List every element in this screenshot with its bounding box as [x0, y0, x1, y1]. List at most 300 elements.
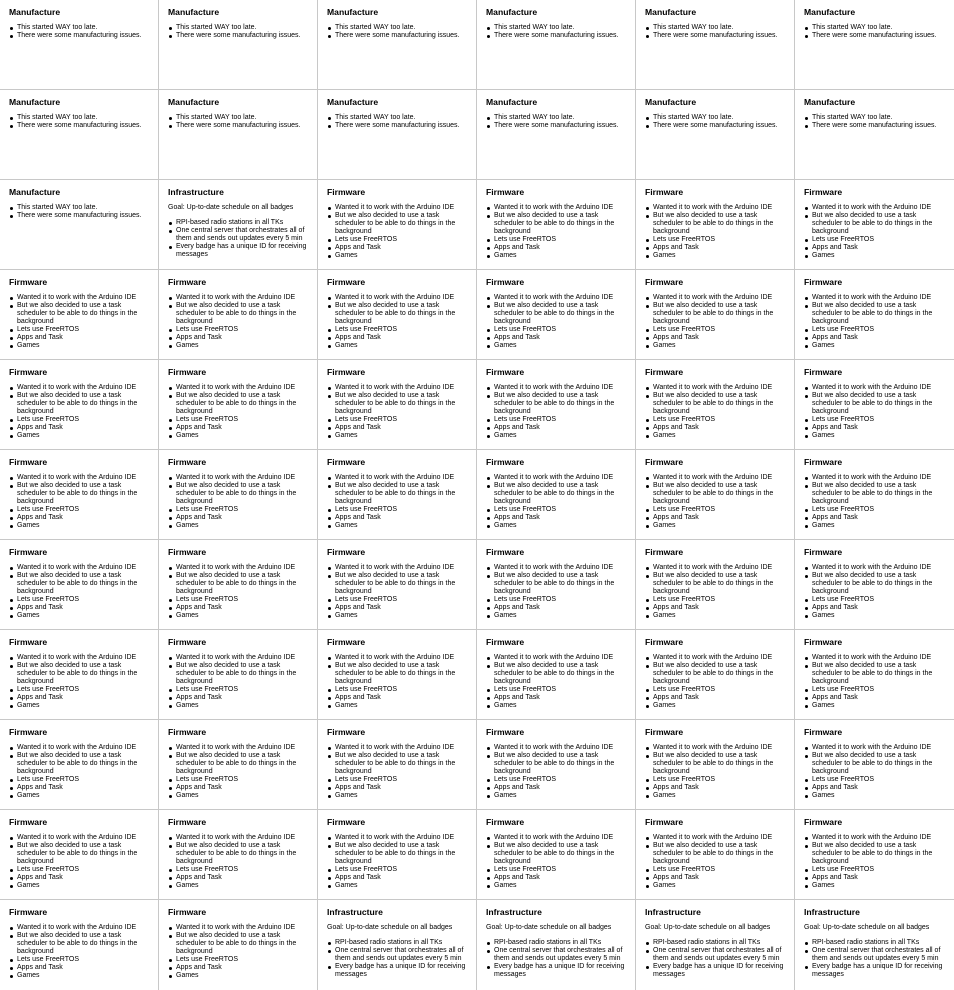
- bullet-item: Wanted it to work with the Arduino IDE: [804, 384, 946, 392]
- bullet-item: Apps and Task: [9, 784, 150, 792]
- bullet-item: Every badge has a unique ID for receiving messages: [168, 243, 309, 259]
- slide-title: Firmware: [486, 637, 525, 647]
- bullet-item: Games: [327, 882, 468, 890]
- slide-thumbnail-firmware[interactable]: [636, 720, 795, 810]
- bullet-list: [168, 219, 309, 259]
- slide-thumbnail-manufacture[interactable]: [0, 90, 159, 180]
- slide-thumbnail-manufacture[interactable]: [159, 0, 318, 90]
- bullet-item: Wanted it to work with the Arduino IDE: [804, 654, 946, 662]
- slide-thumbnail-firmware[interactable]: [477, 720, 636, 810]
- slide-title: Firmware: [168, 457, 207, 467]
- slide-thumbnail-firmware[interactable]: [159, 720, 318, 810]
- slide-thumbnail-firmware[interactable]: [636, 540, 795, 630]
- bullet-item: This started WAY too late.: [9, 114, 150, 122]
- bullet-item: But we also decided to use a task scheduler to be able to do things in the background: [804, 392, 946, 416]
- slide-thumbnail-manufacture[interactable]: [795, 0, 954, 90]
- bullet-list: [168, 384, 309, 440]
- bullet-item: Apps and Task: [327, 334, 468, 342]
- slide-thumbnail-manufacture[interactable]: [0, 180, 159, 270]
- slide-title: Firmware: [9, 727, 48, 737]
- slide-thumbnail-firmware[interactable]: [0, 720, 159, 810]
- slide-thumbnail-infrastructure[interactable]: [636, 900, 795, 990]
- bullet-item: But we also decided to use a task scheduler to be able to do things in the background: [486, 752, 627, 776]
- bullet-item: Wanted it to work with the Arduino IDE: [327, 474, 468, 482]
- slide-thumbnail-firmware[interactable]: [159, 900, 318, 990]
- slide-thumbnail-firmware[interactable]: [159, 450, 318, 540]
- bullet-item: But we also decided to use a task scheduler to be able to do things in the background: [168, 392, 309, 416]
- bullet-item: There were some manufacturing issues.: [645, 32, 786, 40]
- bullet-item: Apps and Task: [804, 514, 946, 522]
- bullet-item: There were some manufacturing issues.: [645, 122, 786, 130]
- bullet-item: Lets use FreeRTOS: [327, 416, 468, 424]
- slide-thumbnail-firmware[interactable]: [0, 360, 159, 450]
- slide-thumbnail-firmware[interactable]: [477, 270, 636, 360]
- bullet-item: Apps and Task: [327, 604, 468, 612]
- slide-title: Firmware: [486, 367, 525, 377]
- slide-thumbnail-firmware[interactable]: [477, 360, 636, 450]
- bullet-item: Wanted it to work with the Arduino IDE: [486, 384, 627, 392]
- bullet-item: But we also decided to use a task scheduler to be able to do things in the background: [486, 392, 627, 416]
- bullet-item: Wanted it to work with the Arduino IDE: [645, 834, 786, 842]
- bullet-list: [327, 294, 468, 350]
- bullet-item: Games: [486, 702, 627, 710]
- bullet-item: Games: [645, 882, 786, 890]
- bullet-item: Lets use FreeRTOS: [804, 686, 946, 694]
- bullet-item: Apps and Task: [327, 694, 468, 702]
- bullet-item: Games: [486, 882, 627, 890]
- bullet-list: [327, 834, 468, 890]
- bullet-item: Wanted it to work with the Arduino IDE: [9, 474, 150, 482]
- bullet-item: Lets use FreeRTOS: [168, 326, 309, 334]
- bullet-item: But we also decided to use a task scheduler to be able to do things in the background: [804, 752, 946, 776]
- bullet-item: Lets use FreeRTOS: [9, 866, 150, 874]
- slide-title: Manufacture: [327, 7, 379, 17]
- slide-title: Manufacture: [645, 7, 697, 17]
- bullet-item: Games: [327, 522, 468, 530]
- bullet-item: RPI-based radio stations in all TKs: [486, 939, 627, 947]
- bullet-item: Lets use FreeRTOS: [645, 776, 786, 784]
- slide-thumbnail-firmware[interactable]: [0, 270, 159, 360]
- bullet-item: Wanted it to work with the Arduino IDE: [327, 564, 468, 572]
- bullet-item: Lets use FreeRTOS: [486, 506, 627, 514]
- bullet-item: Games: [804, 792, 946, 800]
- bullet-item: Wanted it to work with the Arduino IDE: [9, 924, 150, 932]
- slide-thumbnail-infrastructure[interactable]: [795, 900, 954, 990]
- bullet-list: [9, 564, 150, 620]
- bullet-item: Lets use FreeRTOS: [327, 866, 468, 874]
- slide-thumbnail-manufacture[interactable]: [0, 0, 159, 90]
- bullet-list: [804, 834, 946, 890]
- bullet-item: Lets use FreeRTOS: [486, 866, 627, 874]
- bullet-item: Apps and Task: [327, 514, 468, 522]
- slide-title: Firmware: [327, 367, 366, 377]
- slide-thumbnail-manufacture[interactable]: [318, 0, 477, 90]
- bullet-item: Every badge has a unique ID for receiving messages: [486, 963, 627, 979]
- slide-thumbnail-manufacture[interactable]: [477, 90, 636, 180]
- bullet-item: But we also decided to use a task scheduler to be able to do things in the background: [804, 662, 946, 686]
- slide-thumbnail-firmware[interactable]: [636, 450, 795, 540]
- bullet-item: But we also decided to use a task scheduler to be able to do things in the background: [327, 212, 468, 236]
- bullet-item: Games: [168, 702, 309, 710]
- bullet-list: [486, 114, 627, 130]
- slide-title: Firmware: [486, 187, 525, 197]
- slide-title: Firmware: [486, 817, 525, 827]
- bullet-list: [327, 564, 468, 620]
- slide-thumbnail-manufacture[interactable]: [159, 90, 318, 180]
- bullet-item: Lets use FreeRTOS: [486, 776, 627, 784]
- slide-title: Firmware: [804, 817, 843, 827]
- bullet-item: Games: [486, 792, 627, 800]
- bullet-item: Games: [327, 432, 468, 440]
- slide-thumbnail-firmware[interactable]: [318, 360, 477, 450]
- slide-title: Firmware: [804, 187, 843, 197]
- bullet-item: But we also decided to use a task scheduler to be able to do things in the background: [645, 752, 786, 776]
- bullet-item: Games: [645, 522, 786, 530]
- bullet-item: One central server that orchestrates all of them and sends out updates every 5 min: [486, 947, 627, 963]
- bullet-list: [804, 384, 946, 440]
- bullet-list: [327, 474, 468, 530]
- bullet-item: Wanted it to work with the Arduino IDE: [645, 384, 786, 392]
- bullet-item: Apps and Task: [804, 424, 946, 432]
- slide-thumbnail-manufacture[interactable]: [636, 90, 795, 180]
- bullet-list: [645, 939, 786, 979]
- slide-title: Firmware: [804, 547, 843, 557]
- bullet-item: But we also decided to use a task scheduler to be able to do things in the background: [9, 752, 150, 776]
- bullet-item: Apps and Task: [9, 424, 150, 432]
- slide-title: Infrastructure: [804, 907, 860, 917]
- bullet-list: [327, 654, 468, 710]
- bullet-item: Games: [645, 432, 786, 440]
- slide-thumbnail-firmware[interactable]: [159, 270, 318, 360]
- bullet-item: But we also decided to use a task scheduler to be able to do things in the background: [804, 302, 946, 326]
- bullet-item: But we also decided to use a task scheduler to be able to do things in the background: [168, 302, 309, 326]
- bullet-item: Lets use FreeRTOS: [486, 686, 627, 694]
- bullet-item: Apps and Task: [645, 424, 786, 432]
- slide-title: Firmware: [486, 727, 525, 737]
- bullet-item: Games: [486, 252, 627, 260]
- bullet-item: But we also decided to use a task scheduler to be able to do things in the background: [9, 482, 150, 506]
- bullet-item: There were some manufacturing issues.: [168, 122, 309, 130]
- slide-title: Firmware: [804, 277, 843, 287]
- slide-thumbnail-firmware[interactable]: [795, 540, 954, 630]
- bullet-item: But we also decided to use a task scheduler to be able to do things in the background: [804, 842, 946, 866]
- bullet-list: [9, 294, 150, 350]
- bullet-list: [645, 384, 786, 440]
- bullet-item: Games: [9, 612, 150, 620]
- bullet-item: Games: [645, 342, 786, 350]
- bullet-item: Wanted it to work with the Arduino IDE: [486, 294, 627, 302]
- slide-thumbnail-firmware[interactable]: [159, 810, 318, 900]
- bullet-item: Lets use FreeRTOS: [9, 326, 150, 334]
- slide-title: Firmware: [9, 277, 48, 287]
- slide-title: Manufacture: [9, 97, 61, 107]
- bullet-item: But we also decided to use a task scheduler to be able to do things in the background: [9, 662, 150, 686]
- slide-thumbnail-firmware[interactable]: [477, 810, 636, 900]
- bullet-item: Wanted it to work with the Arduino IDE: [804, 204, 946, 212]
- bullet-item: There were some manufacturing issues.: [486, 32, 627, 40]
- slide-title: Firmware: [645, 547, 684, 557]
- slide-thumbnail-firmware[interactable]: [795, 360, 954, 450]
- slide-thumbnail-firmware[interactable]: [0, 450, 159, 540]
- slide-thumbnail-firmware[interactable]: [477, 540, 636, 630]
- bullet-item: Games: [9, 792, 150, 800]
- slide-thumbnail-firmware[interactable]: [795, 810, 954, 900]
- bullet-item: Lets use FreeRTOS: [645, 416, 786, 424]
- slide-thumbnail-manufacture[interactable]: [318, 90, 477, 180]
- slide-title: Manufacture: [168, 7, 220, 17]
- bullet-item: Apps and Task: [486, 424, 627, 432]
- slide-thumbnail-firmware[interactable]: [318, 810, 477, 900]
- bullet-item: Apps and Task: [9, 874, 150, 882]
- slide-title: Firmware: [327, 547, 366, 557]
- slide-thumbnail-firmware[interactable]: [0, 540, 159, 630]
- bullet-item: Wanted it to work with the Arduino IDE: [486, 654, 627, 662]
- slide-thumbnail-firmware[interactable]: [636, 360, 795, 450]
- slide-title: Firmware: [327, 727, 366, 737]
- bullet-item: Games: [327, 792, 468, 800]
- slide-thumbnail-firmware[interactable]: [318, 180, 477, 270]
- bullet-item: Wanted it to work with the Arduino IDE: [486, 204, 627, 212]
- bullet-item: Wanted it to work with the Arduino IDE: [645, 474, 786, 482]
- bullet-item: Wanted it to work with the Arduino IDE: [486, 564, 627, 572]
- bullet-item: Apps and Task: [9, 694, 150, 702]
- slide-title: Firmware: [645, 817, 684, 827]
- bullet-item: Games: [168, 882, 309, 890]
- slide-title: Firmware: [327, 637, 366, 647]
- slide-title: Manufacture: [645, 97, 697, 107]
- bullet-item: This started WAY too late.: [486, 24, 627, 32]
- bullet-item: Every badge has a unique ID for receiving messages: [327, 963, 468, 979]
- bullet-item: Wanted it to work with the Arduino IDE: [168, 564, 309, 572]
- bullet-item: One central server that orchestrates all of them and sends out updates every 5 min: [327, 947, 468, 963]
- slide-title: Firmware: [804, 367, 843, 377]
- bullet-item: Apps and Task: [645, 784, 786, 792]
- slide-title: Firmware: [9, 367, 48, 377]
- bullet-item: Every badge has a unique ID for receiving messages: [804, 963, 946, 979]
- bullet-item: But we also decided to use a task scheduler to be able to do things in the background: [645, 572, 786, 596]
- slide-title: Firmware: [327, 277, 366, 287]
- bullet-item: Apps and Task: [327, 784, 468, 792]
- bullet-list: [804, 294, 946, 350]
- bullet-item: Wanted it to work with the Arduino IDE: [168, 294, 309, 302]
- bullet-item: Apps and Task: [486, 874, 627, 882]
- slide-title: Manufacture: [327, 97, 379, 107]
- bullet-item: Games: [9, 432, 150, 440]
- bullet-item: Lets use FreeRTOS: [168, 866, 309, 874]
- slide-title: Firmware: [645, 277, 684, 287]
- bullet-item: Wanted it to work with the Arduino IDE: [645, 654, 786, 662]
- bullet-item: Games: [327, 342, 468, 350]
- slide-thumbnail-firmware[interactable]: [636, 630, 795, 720]
- slide-title: Firmware: [9, 817, 48, 827]
- bullet-item: Wanted it to work with the Arduino IDE: [645, 204, 786, 212]
- bullet-item: Wanted it to work with the Arduino IDE: [168, 744, 309, 752]
- slide-thumbnail-firmware[interactable]: [318, 540, 477, 630]
- bullet-item: But we also decided to use a task scheduler to be able to do things in the background: [9, 392, 150, 416]
- bullet-item: Apps and Task: [486, 244, 627, 252]
- bullet-item: Apps and Task: [486, 694, 627, 702]
- bullet-item: This started WAY too late.: [9, 24, 150, 32]
- bullet-item: But we also decided to use a task scheduler to be able to do things in the background: [9, 572, 150, 596]
- bullet-item: But we also decided to use a task scheduler to be able to do things in the background: [327, 392, 468, 416]
- bullet-item: Apps and Task: [804, 244, 946, 252]
- bullet-item: One central server that orchestrates all of them and sends out updates every 5 min: [168, 227, 309, 243]
- slide-title: Firmware: [645, 637, 684, 647]
- bullet-item: Wanted it to work with the Arduino IDE: [327, 204, 468, 212]
- bullet-item: Games: [486, 342, 627, 350]
- slide-thumbnail-firmware[interactable]: [795, 450, 954, 540]
- bullet-item: Apps and Task: [168, 424, 309, 432]
- slide-thumbnail-infrastructure[interactable]: [477, 900, 636, 990]
- bullet-item: Wanted it to work with the Arduino IDE: [327, 744, 468, 752]
- bullet-item: Every badge has a unique ID for receiving messages: [645, 963, 786, 979]
- slide-title: Firmware: [168, 367, 207, 377]
- slide-thumbnail-firmware[interactable]: [477, 180, 636, 270]
- bullet-item: Wanted it to work with the Arduino IDE: [486, 744, 627, 752]
- slide-subtitle: Goal: Up-to-date schedule on all badges: [486, 924, 612, 931]
- bullet-list: [645, 564, 786, 620]
- slide-title: Firmware: [168, 817, 207, 827]
- slide-thumbnail-firmware[interactable]: [159, 360, 318, 450]
- bullet-item: Games: [327, 612, 468, 620]
- slide-thumbnail-infrastructure[interactable]: [318, 900, 477, 990]
- bullet-item: But we also decided to use a task scheduler to be able to do things in the background: [9, 302, 150, 326]
- slide-thumbnail-firmware[interactable]: [795, 720, 954, 810]
- bullet-item: Lets use FreeRTOS: [168, 956, 309, 964]
- slide-thumbnail-manufacture[interactable]: [636, 0, 795, 90]
- bullet-item: Lets use FreeRTOS: [486, 596, 627, 604]
- slide-title: Firmware: [9, 457, 48, 467]
- bullet-list: [486, 939, 627, 979]
- slide-thumbnail-firmware[interactable]: [318, 450, 477, 540]
- slide-thumbnail-firmware[interactable]: [636, 180, 795, 270]
- slide-thumbnail-firmware[interactable]: [795, 270, 954, 360]
- bullet-item: Lets use FreeRTOS: [327, 686, 468, 694]
- bullet-item: But we also decided to use a task scheduler to be able to do things in the background: [327, 572, 468, 596]
- bullet-list: [486, 744, 627, 800]
- bullet-list: [327, 204, 468, 260]
- bullet-list: [168, 654, 309, 710]
- slide-thumbnail-firmware[interactable]: [477, 450, 636, 540]
- bullet-list: [168, 294, 309, 350]
- bullet-item: Games: [9, 342, 150, 350]
- bullet-item: But we also decided to use a task scheduler to be able to do things in the background: [168, 572, 309, 596]
- bullet-item: Games: [645, 702, 786, 710]
- bullet-list: [9, 384, 150, 440]
- slide-thumbnail-infrastructure[interactable]: [159, 180, 318, 270]
- slide-thumbnail-firmware[interactable]: [636, 270, 795, 360]
- slide-thumbnail-firmware[interactable]: [795, 630, 954, 720]
- bullet-item: But we also decided to use a task scheduler to be able to do things in the background: [486, 482, 627, 506]
- bullet-item: There were some manufacturing issues.: [168, 32, 309, 40]
- slide-title: Firmware: [168, 637, 207, 647]
- bullet-item: One central server that orchestrates all of them and sends out updates every 5 min: [645, 947, 786, 963]
- slide-title: Firmware: [645, 727, 684, 737]
- bullet-item: But we also decided to use a task scheduler to be able to do things in the background: [645, 302, 786, 326]
- bullet-item: Wanted it to work with the Arduino IDE: [486, 474, 627, 482]
- bullet-item: Apps and Task: [486, 514, 627, 522]
- bullet-item: This started WAY too late.: [168, 114, 309, 122]
- bullet-item: Lets use FreeRTOS: [168, 776, 309, 784]
- bullet-list: [804, 744, 946, 800]
- slide-thumbnail-firmware[interactable]: [318, 270, 477, 360]
- bullet-item: Apps and Task: [9, 604, 150, 612]
- bullet-list: [645, 474, 786, 530]
- slide-thumbnail-firmware[interactable]: [477, 630, 636, 720]
- bullet-list: [804, 204, 946, 260]
- slide-subtitle: Goal: Up-to-date schedule on all badges: [168, 204, 294, 211]
- slide-thumbnail-firmware[interactable]: [318, 720, 477, 810]
- bullet-item: Apps and Task: [9, 514, 150, 522]
- slide-title: Firmware: [645, 367, 684, 377]
- bullet-item: Wanted it to work with the Arduino IDE: [168, 924, 309, 932]
- bullet-item: Lets use FreeRTOS: [327, 506, 468, 514]
- slide-title: Firmware: [168, 907, 207, 917]
- bullet-item: Apps and Task: [168, 694, 309, 702]
- bullet-item: Games: [804, 252, 946, 260]
- slide-thumbnail-firmware[interactable]: [159, 540, 318, 630]
- slide-title: Infrastructure: [645, 907, 701, 917]
- bullet-item: Games: [168, 342, 309, 350]
- bullet-item: Lets use FreeRTOS: [9, 776, 150, 784]
- slide-thumbnail-firmware[interactable]: [636, 810, 795, 900]
- bullet-item: Apps and Task: [327, 424, 468, 432]
- bullet-list: [486, 474, 627, 530]
- bullet-item: Wanted it to work with the Arduino IDE: [804, 564, 946, 572]
- bullet-item: Apps and Task: [486, 334, 627, 342]
- bullet-list: [804, 474, 946, 530]
- bullet-item: Wanted it to work with the Arduino IDE: [168, 834, 309, 842]
- bullet-item: But we also decided to use a task scheduler to be able to do things in the background: [168, 482, 309, 506]
- bullet-item: Wanted it to work with the Arduino IDE: [645, 564, 786, 572]
- bullet-item: Wanted it to work with the Arduino IDE: [9, 654, 150, 662]
- bullet-item: This started WAY too late.: [804, 114, 946, 122]
- bullet-list: [486, 384, 627, 440]
- bullet-list: [645, 114, 786, 130]
- bullet-item: Lets use FreeRTOS: [804, 416, 946, 424]
- bullet-item: There were some manufacturing issues.: [9, 32, 150, 40]
- bullet-item: This started WAY too late.: [645, 24, 786, 32]
- slide-thumbnail-firmware[interactable]: [159, 630, 318, 720]
- bullet-item: But we also decided to use a task scheduler to be able to do things in the background: [645, 662, 786, 686]
- slide-thumbnail-firmware[interactable]: [318, 630, 477, 720]
- bullet-list: [645, 294, 786, 350]
- bullet-item: But we also decided to use a task scheduler to be able to do things in the background: [168, 662, 309, 686]
- bullet-item: Games: [327, 252, 468, 260]
- bullet-list: [804, 114, 946, 130]
- slide-thumbnail-firmware[interactable]: [0, 900, 159, 990]
- bullet-item: Lets use FreeRTOS: [804, 326, 946, 334]
- bullet-item: Lets use FreeRTOS: [9, 416, 150, 424]
- slide-thumbnail-manufacture[interactable]: [477, 0, 636, 90]
- slide-title: Firmware: [804, 457, 843, 467]
- slide-title: Manufacture: [168, 97, 220, 107]
- bullet-item: Apps and Task: [9, 334, 150, 342]
- slide-thumbnail-manufacture[interactable]: [795, 90, 954, 180]
- slide-thumbnail-firmware[interactable]: [0, 630, 159, 720]
- bullet-item: Games: [804, 882, 946, 890]
- bullet-item: Games: [645, 612, 786, 620]
- slide-thumbnail-firmware[interactable]: [0, 810, 159, 900]
- bullet-item: Wanted it to work with the Arduino IDE: [327, 294, 468, 302]
- bullet-list: [168, 564, 309, 620]
- bullet-item: Apps and Task: [804, 784, 946, 792]
- slide-thumbnail-firmware[interactable]: [795, 180, 954, 270]
- bullet-item: Wanted it to work with the Arduino IDE: [9, 384, 150, 392]
- bullet-list: [486, 204, 627, 260]
- bullet-item: Wanted it to work with the Arduino IDE: [804, 834, 946, 842]
- bullet-item: But we also decided to use a task scheduler to be able to do things in the background: [645, 392, 786, 416]
